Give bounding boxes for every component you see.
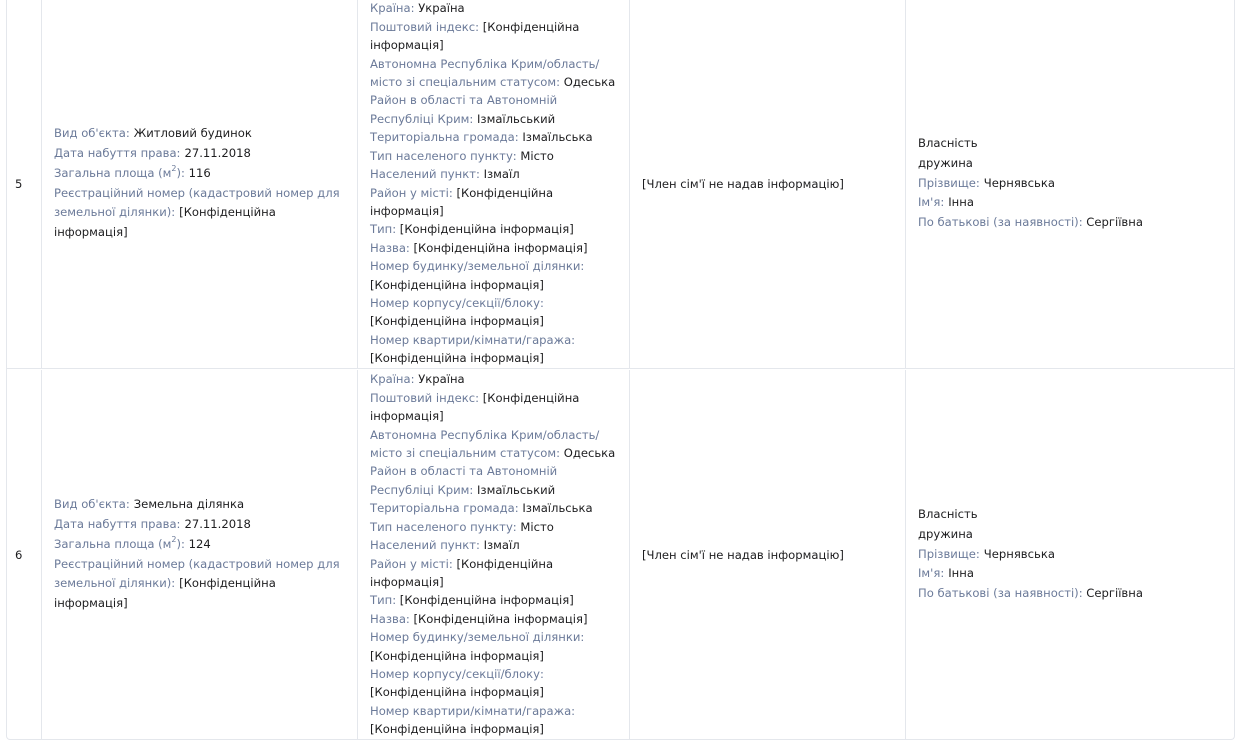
settlement-value: Ізмаїл: [483, 167, 520, 182]
street-name-value: [Конфіденційна інформація]: [413, 240, 588, 255]
name-label: Ім'я:: [918, 195, 945, 210]
name-value: Інна: [948, 195, 974, 210]
district-value: Ізмаїльський: [476, 111, 556, 126]
building-value: [Конфіденційна інформація]: [370, 314, 544, 329]
settlement-type-value: Місто: [520, 519, 554, 534]
family-member-cell: [629, 370, 905, 739]
owner-cell: [905, 370, 1234, 739]
postal-label: Поштовий індекс:: [370, 19, 480, 34]
address-cell: [357, 370, 629, 739]
street-type-label: Тип:: [370, 593, 397, 608]
settlement-value: Ізмаїл: [483, 538, 520, 553]
reg-number-label: Реєстраційний номер (кадастровий номер для земельної ділянки):: [54, 185, 340, 220]
name-value: Інна: [948, 566, 974, 581]
region-label: Автономна Республіка Крим/область/місто зі спеціальним статусом:: [370, 56, 600, 90]
family-member-cell: [629, 0, 905, 368]
settlement-type-value: Місто: [520, 148, 554, 163]
region-value: Одеська: [563, 75, 616, 90]
row-number: 6: [15, 547, 23, 562]
row-number-cell: [7, 370, 41, 739]
street-name-label: Назва:: [370, 611, 410, 626]
ownership-type: Власність: [918, 136, 978, 150]
district-label: Район в області та Автономній Республіці Крим:: [370, 93, 558, 126]
settlement-label: Населений пункт:: [370, 538, 480, 553]
house-label: Номер будинку/земельної ділянки:: [370, 630, 585, 645]
street-type-value: [Конфіденційна інформація]: [399, 222, 574, 237]
patronymic-label: По батькові (за наявності):: [918, 586, 1083, 601]
object-type-label: Вид об'єкта:: [54, 126, 130, 141]
row-number: 5: [15, 176, 23, 191]
surname-value: Чернявська: [983, 175, 1055, 190]
apartment-label: Номер квартири/кімнати/гаража:: [370, 332, 576, 347]
reg-number-label: Реєстраційний номер (кадастровий номер для земельної ділянки):: [54, 556, 340, 591]
country-label: Країна:: [370, 372, 415, 387]
city-district-value: [Конфіденційна інформація]: [370, 185, 554, 218]
country-label: Країна:: [370, 1, 415, 16]
total-area-value: 124: [188, 536, 211, 551]
object-type-value: Земельна ділянка: [133, 497, 245, 512]
community-label: Територіальна громада:: [370, 130, 519, 145]
street-type-label: Тип:: [370, 222, 397, 237]
surname-label: Прізвище:: [918, 546, 980, 561]
community-value: Ізмаїльська: [522, 130, 593, 145]
building-label: Номер корпусу/секції/блоку:: [370, 295, 544, 310]
object-cell: [41, 0, 357, 368]
acquired-date-value: 27.11.2018: [184, 145, 251, 160]
reg-number-value: [Конфіденційна інформація]: [54, 205, 276, 240]
family-member-note: [Член сім'ї не надав інформацію]: [642, 176, 844, 191]
owner-relation: дружина: [918, 155, 973, 170]
acquired-date-value: 27.11.2018: [184, 516, 251, 531]
district-value: Ізмаїльський: [476, 482, 556, 497]
street-type-value: [Конфіденційна інформація]: [399, 593, 574, 608]
total-area-label: Загальна площа $(м^2)$:: [54, 534, 185, 551]
surname-value: Чернявська: [983, 546, 1055, 561]
apartment-value: [Конфіденційна інформація]: [370, 722, 544, 737]
object-type-label: Вид об'єкта:: [54, 497, 130, 512]
city-district-label: Район у місті:: [370, 556, 453, 571]
house-label: Номер будинку/земельної ділянки:: [370, 259, 585, 274]
owner-cell: [905, 0, 1234, 368]
total-area-label: Загальна площа $(м^2)$:: [54, 163, 185, 180]
postal-label: Поштовий індекс:: [370, 390, 480, 405]
region-value: Одеська: [563, 446, 616, 461]
settlement-type-label: Тип населеного пункту:: [370, 519, 517, 534]
house-value: [Конфіденційна інформація]: [370, 648, 544, 663]
surname-label: Прізвище:: [918, 175, 980, 190]
object-cell: [41, 370, 357, 739]
address-cell: [357, 0, 629, 368]
country-value: Україна: [418, 372, 465, 387]
settlement-type-label: Тип населеного пункту:: [370, 148, 517, 163]
patronymic-value: Сергіївна: [1086, 586, 1143, 601]
city-district-label: Район у місті:: [370, 185, 453, 200]
ownership-type: Власність: [918, 507, 978, 521]
community-label: Територіальна громада:: [370, 501, 519, 516]
building-value: [Конфіденційна інформація]: [370, 685, 544, 700]
country-value: Україна: [418, 1, 465, 16]
street-name-label: Назва:: [370, 240, 410, 255]
apartment-label: Номер квартири/кімнати/гаража:: [370, 703, 576, 718]
postal-value: [Конфіденційна інформація]: [370, 390, 580, 424]
patronymic-label: По батькові (за наявності):: [918, 215, 1083, 230]
name-label: Ім'я:: [918, 566, 945, 581]
table-row: [7, 370, 1234, 739]
house-value: [Конфіденційна інформація]: [370, 277, 544, 292]
family-member-note: [Член сім'ї не надав інформацію]: [642, 547, 844, 562]
settlement-label: Населений пункт:: [370, 167, 480, 182]
table-row: [7, 0, 1234, 369]
acquired-date-label: Дата набуття права:: [54, 145, 181, 160]
property-table: [6, 0, 1235, 740]
total-area-value: 116: [188, 165, 211, 180]
region-label: Автономна Республіка Крим/область/місто зі спеціальним статусом:: [370, 427, 600, 461]
object-type-value: Житловий будинок: [133, 126, 252, 141]
apartment-value: [Конфіденційна інформація]: [370, 351, 544, 366]
patronymic-value: Сергіївна: [1086, 215, 1143, 230]
district-label: Район в області та Автономній Республіці Крим:: [370, 464, 558, 497]
row-number-cell: [7, 0, 41, 368]
street-name-value: [Конфіденційна інформація]: [413, 611, 588, 626]
community-value: Ізмаїльська: [522, 501, 593, 516]
acquired-date-label: Дата набуття права:: [54, 516, 181, 531]
city-district-value: [Конфіденційна інформація]: [370, 556, 554, 589]
building-label: Номер корпусу/секції/блоку:: [370, 666, 544, 681]
reg-number-value: [Конфіденційна інформація]: [54, 576, 276, 611]
owner-relation: дружина: [918, 526, 973, 541]
postal-value: [Конфіденційна інформація]: [370, 19, 580, 53]
